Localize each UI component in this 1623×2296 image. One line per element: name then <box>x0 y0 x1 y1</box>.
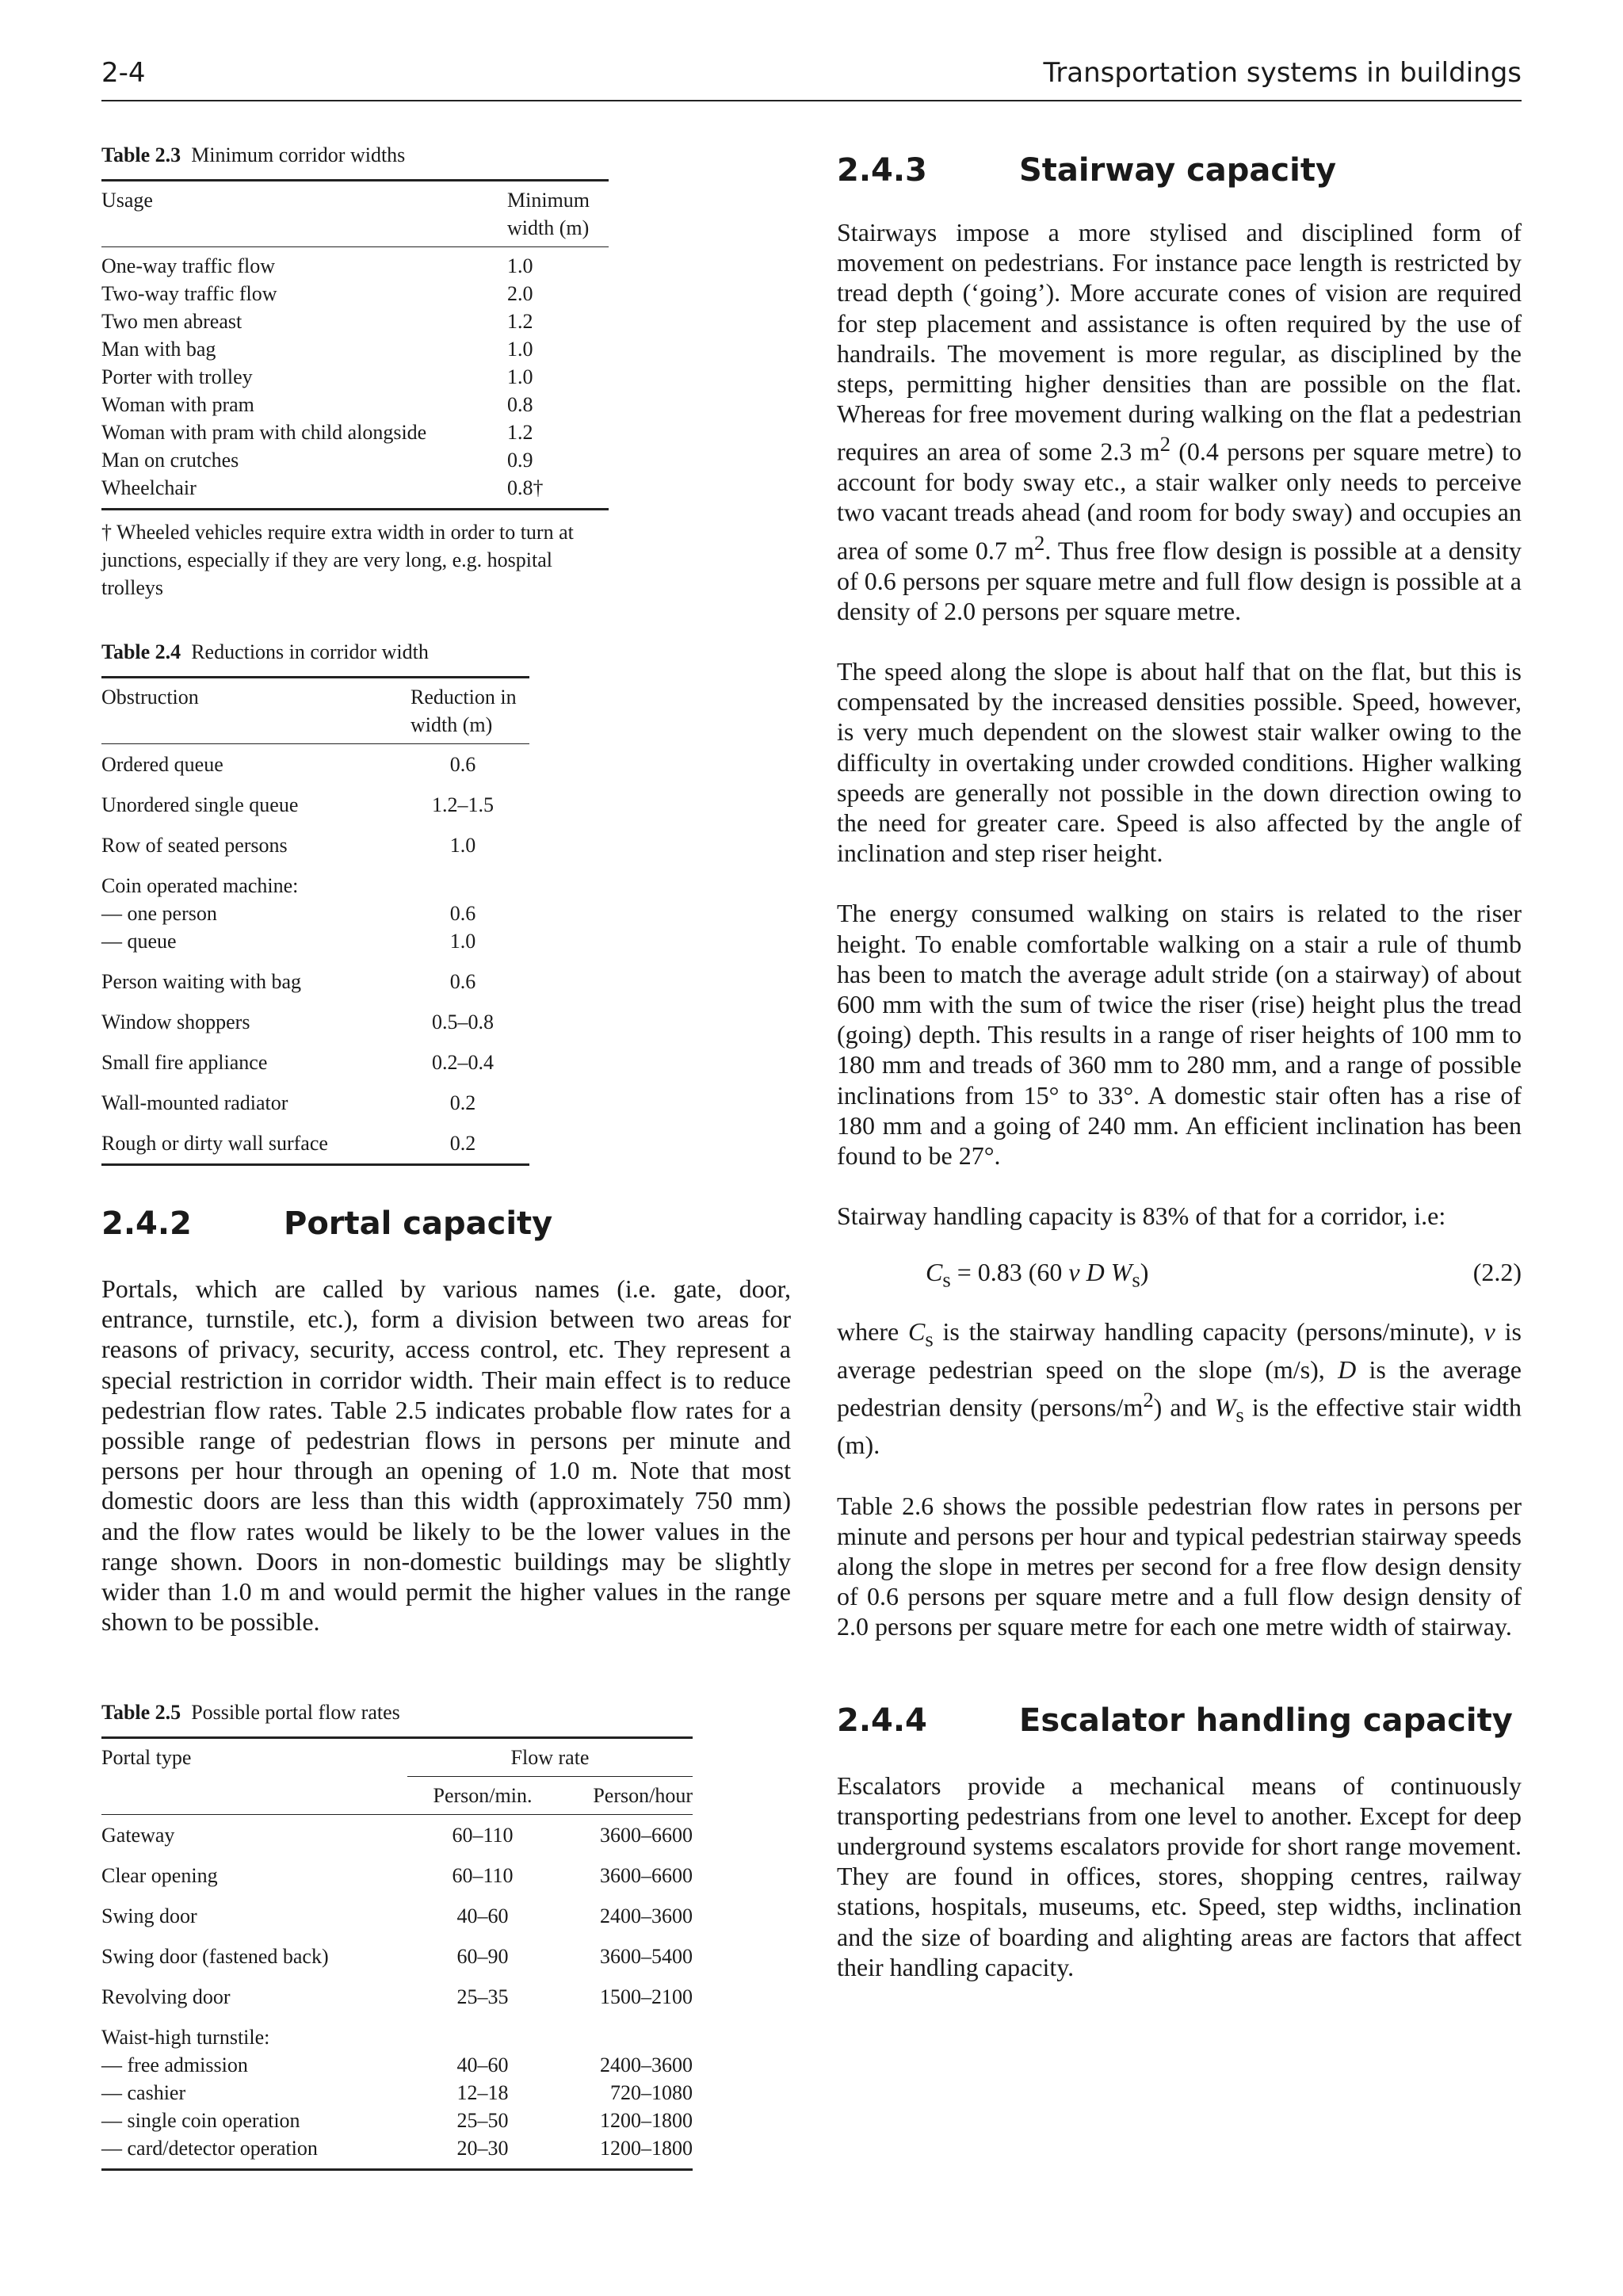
row-label-cell: Two men abreast <box>101 310 242 333</box>
table-row <box>101 2017 693 2051</box>
row-label-cell: Person waiting with bag <box>101 970 302 993</box>
row-label-cell: — free admission <box>101 2053 248 2077</box>
column-header: Person/min. <box>433 1784 533 1808</box>
value-cell: 720–1080 <box>610 2081 693 2105</box>
section-title: Escalator handling capacity <box>1019 1702 1513 1739</box>
row-label-cell: — cashier <box>101 2081 186 2105</box>
body-paragraph: The energy consumed walking on stairs is related to the riser height. To enable comfortable walking on a stair a rule of thumb has been to match the average adult stride (on a stairway) of about 600 mm with the sum of twice the riser (rise) height plus the tread (going) depth. This results in a range of riser heights of 100 mm to 180 mm and treads of 360 mm to 280 mm, and a range of possible inclinations from 15° to 33°. A domestic stair often has a rise of 180 mm and a going of 240 mm. An efficient inclination has been found to be 27°. <box>837 899 1522 1170</box>
table-row <box>101 900 529 927</box>
row-label-cell: Swing door (fastened back) <box>101 1945 329 1969</box>
section-number: 2.4.4 <box>837 1702 927 1739</box>
section-number: 2.4.3 <box>837 152 927 189</box>
table-row <box>101 2107 693 2134</box>
table-caption <box>101 640 791 665</box>
value-cell <box>396 865 529 900</box>
value-cell: 1200–1800 <box>600 2109 693 2133</box>
table-title: Minimum corridor widths <box>191 143 406 166</box>
table-row <box>101 446 609 474</box>
value-cell: 3600–6600 <box>600 1824 693 1847</box>
value-cell: 25–35 <box>456 1985 509 2009</box>
row-label-cell: Woman with pram <box>101 393 254 416</box>
value-cell: 0.2–0.4 <box>432 1051 494 1074</box>
table-row <box>101 865 529 900</box>
body-paragraph: Stairways impose a more stylised and disciplined form of movement on pedestrians. For instance pace length is restricted by tread depth (‘going’). More accurate cones of vision are required for step placement and assistance is often required by the use of handrails. The movement is more regular, as disciplined by the steps, permitting higher densities than are possible on the flat. Whereas for free movement during walking on the flat a pedestrian requires an area of some 2.3 $m^2$ (0.4 persons per square metre) to account for body sway etc., a stair walker only needs to perceive two vacant treads ahead (and room for body sway) and occupies an area of some 0.7 $m^2$. Thus free flow design is possible at a density of 0.6 persons per square metre and full flow design is possible at a density of 2.0 persons per square metre. <box>837 218 1522 625</box>
section-title: Portal capacity <box>284 1205 553 1242</box>
table-2-3-block <box>101 143 791 602</box>
running-title: Transportation systems in buildings <box>1043 57 1522 89</box>
row-label-cell: Wall-mounted radiator <box>101 1091 288 1114</box>
equation-number: (2.2) <box>1472 1258 1522 1287</box>
table-2-4-block <box>101 640 791 1166</box>
value-cell: 0.2 <box>449 1132 476 1155</box>
table-row <box>101 335 609 363</box>
value-cell: 1.0 <box>507 365 533 388</box>
column-header: Flow rate <box>407 1738 693 1777</box>
row-label-cell: Swing door <box>101 1904 197 1928</box>
value-cell: 40–60 <box>456 2053 509 2077</box>
table-row <box>101 927 529 961</box>
row-label-cell: Man with bag <box>101 338 216 361</box>
value-cell: 1.0 <box>507 254 533 277</box>
value-cell: 1.2–1.5 <box>432 793 494 816</box>
table-row <box>101 363 609 391</box>
row-label-cell: Revolving door <box>101 1985 231 2009</box>
column-header: Reduction in width (m) <box>411 686 517 736</box>
table-footnote: † Wheeled vehicles require extra width in order to turn at junctions, especially if they are very long, e.g. hospital trolleys <box>101 521 574 599</box>
value-cell: 0.6 <box>449 970 476 993</box>
value-cell: 0.5–0.8 <box>432 1010 494 1033</box>
table-title: Reductions in corridor width <box>191 640 429 663</box>
table-2-5 <box>101 1736 693 2171</box>
column-header: Minimum width (m) <box>507 189 590 239</box>
row-label-cell: Wheelchair <box>101 476 197 499</box>
table-2-4 <box>101 676 529 1166</box>
value-cell: 2400–3600 <box>600 2053 693 2077</box>
row-label-cell: Gateway <box>101 1824 175 1847</box>
row-label-cell: Small fire appliance <box>101 1051 268 1074</box>
table-2-3 <box>101 179 609 510</box>
table-row <box>101 1815 693 1856</box>
table-row <box>101 2134 693 2170</box>
table-row <box>101 308 609 335</box>
value-cell: 3600–6600 <box>600 1864 693 1888</box>
section-heading <box>837 1701 1522 1740</box>
table-row <box>101 825 529 865</box>
table-row <box>101 1936 693 1977</box>
row-label-cell: — one person <box>101 902 217 925</box>
table-row <box>101 1083 529 1123</box>
value-cell: 1.0 <box>449 834 476 857</box>
value-cell: 1.0 <box>507 338 533 361</box>
row-label-cell: Waist-high turnstile: <box>101 2026 270 2050</box>
body-paragraph: Portals, which are called by various names (i.e. gate, door, entrance, turnstile, etc.), form a division between two areas for reasons of privacy, security, access control, etc. They represent a special restriction in corridor width. Their main effect is to reduce pedestrian flow rates. Table 2.5 indicates probable flow rates for a possible range of pedestrian flows in persons per minute and persons per hour through an opening of 1.0 m. Note that most domestic doors are less than this width (approximately 750 mm) and the flow rates would be likely to be the lower values in the range shown. Doors in non-domestic buildings may be slightly wider than 1.0 m and would permit the higher values in the range shown to be possible. <box>101 1274 791 1637</box>
table-row <box>101 474 609 510</box>
body-paragraph: Stairway handling capacity is 83% of that for a corridor, i.e: <box>837 1201 1446 1231</box>
left-column <box>101 143 791 2171</box>
row-label-cell: Unordered single queue <box>101 793 299 816</box>
value-cell: 1.2 <box>507 310 533 333</box>
table-row <box>101 1855 693 1896</box>
table-row <box>101 961 529 1002</box>
value-cell: 1500–2100 <box>600 1985 693 2009</box>
value-cell: 1.0 <box>449 930 476 953</box>
table-label: Table 2.5 <box>101 1701 181 1725</box>
value-cell <box>558 2017 693 2051</box>
value-cell: 0.2 <box>449 1091 476 1114</box>
row-label-cell: Ordered queue <box>101 753 223 776</box>
value-cell: 0.9 <box>507 449 533 472</box>
section-heading <box>101 1204 791 1244</box>
row-label-cell: Man on crutches <box>101 449 239 472</box>
row-label-cell: Woman with pram with child alongside <box>101 421 427 444</box>
value-cell: 2.0 <box>507 282 533 305</box>
value-cell: 0.8 <box>507 393 533 416</box>
value-cell: 1.2 <box>507 421 533 444</box>
section-heading <box>837 151 1522 190</box>
value-cell <box>407 2017 558 2051</box>
right-column <box>837 143 1522 1982</box>
body-paragraph: where $C_s$ is the stairway handling capacity (persons/minute), v is average pedestrian speed on the slope (m/s), D is the average pedestrian density $(persons/m^2)$ and $W_s$ is the effective stair width (m). <box>837 1317 1522 1460</box>
row-label-cell: — queue <box>101 930 177 953</box>
body-paragraph: The speed along the slope is about half that on the flat, but this is compensated by the increased densities possible. Speed, however, is very much dependent on the slowest stair walker owing to the difficulty in overtaking under crowded conditions. Higher walking speeds are generally not possible in the down direction owing to the need for greater care. Speed is also affected by the angle of inclination and step riser height. <box>837 656 1522 868</box>
value-cell: 0.8† <box>507 476 544 499</box>
body-paragraph: Escalators provide a mechanical means of continuously transporting pedestrians from one level to another. Except for deep underground systems escalators provide for short range movement. They are found in offices, stores, shopping centres, railway stations, hospitals, museums, etc. Speed, step widths, inclination and the size of boarding and alighting areas are factors that affect their handling capacity. <box>837 1771 1522 1981</box>
row-label-cell: Clear opening <box>101 1864 218 1888</box>
value-cell: 25–50 <box>456 2109 509 2133</box>
value-cell: 0.6 <box>449 753 476 776</box>
row-label-cell: Two-way traffic flow <box>101 282 277 305</box>
value-cell: 1200–1800 <box>600 2137 693 2160</box>
running-header <box>101 57 1522 101</box>
table-row <box>101 2051 693 2079</box>
equation-body: $C_s = 0.83$ (60 v D $W_s$) <box>926 1258 1149 1292</box>
row-label-cell: Row of seated persons <box>101 834 288 857</box>
value-cell: 2400–3600 <box>600 1904 693 1928</box>
value-cell: 60–110 <box>452 1824 514 1847</box>
row-label-cell: Rough or dirty wall surface <box>101 1132 328 1155</box>
equation <box>837 1255 1522 1293</box>
table-row <box>101 744 529 785</box>
page-number: 2-4 <box>101 57 146 89</box>
table-2-5-block <box>101 1700 791 2171</box>
row-label-cell: One-way traffic flow <box>101 254 275 277</box>
table-row <box>101 1896 693 1936</box>
row-label-cell: Coin operated machine: <box>101 874 299 897</box>
section-number: 2.4.2 <box>101 1205 192 1242</box>
value-cell: 3600–5400 <box>600 1945 693 1969</box>
value-cell: 60–110 <box>452 1864 514 1888</box>
row-label-cell: Porter with trolley <box>101 365 253 388</box>
table-row <box>101 785 529 825</box>
row-label-cell: — single coin operation <box>101 2109 300 2133</box>
column-header: Portal type <box>101 1746 192 1770</box>
table-label: Table 2.4 <box>101 640 181 663</box>
value-cell: 40–60 <box>456 1904 509 1928</box>
table-label: Table 2.3 <box>101 143 181 166</box>
column-header: Usage <box>101 189 153 212</box>
value-cell: 60–90 <box>456 1945 509 1969</box>
table-row <box>101 1042 529 1083</box>
table-row <box>101 1123 529 1165</box>
column-header: Obstruction <box>101 686 199 709</box>
table-title: Possible portal flow rates <box>191 1701 400 1725</box>
column-header: Person/hour <box>593 1784 693 1808</box>
table-row <box>101 2079 693 2107</box>
table-row <box>101 1002 529 1042</box>
value-cell: 20–30 <box>456 2137 509 2160</box>
table-row <box>101 280 609 308</box>
table-caption <box>101 143 791 168</box>
table-caption <box>101 1700 791 1725</box>
table-row <box>101 1977 693 2017</box>
row-label-cell: Window shoppers <box>101 1010 250 1033</box>
table-row <box>101 247 609 281</box>
row-label-cell: — card/detector operation <box>101 2137 318 2160</box>
table-row <box>101 418 609 446</box>
body-paragraph: Table 2.6 shows the possible pedestrian flow rates in persons per minute and persons per hour and typical pedestrian stairway speeds along the slope in metres per second for a free flow design density of 0.6 persons per square metre and a full flow design density of 2.0 persons per square metre for each one metre width of stairway. <box>837 1491 1522 1641</box>
value-cell: 0.6 <box>449 902 476 925</box>
table-row <box>101 391 609 418</box>
value-cell: 12–18 <box>456 2081 509 2105</box>
section-title: Stairway capacity <box>1019 152 1337 189</box>
